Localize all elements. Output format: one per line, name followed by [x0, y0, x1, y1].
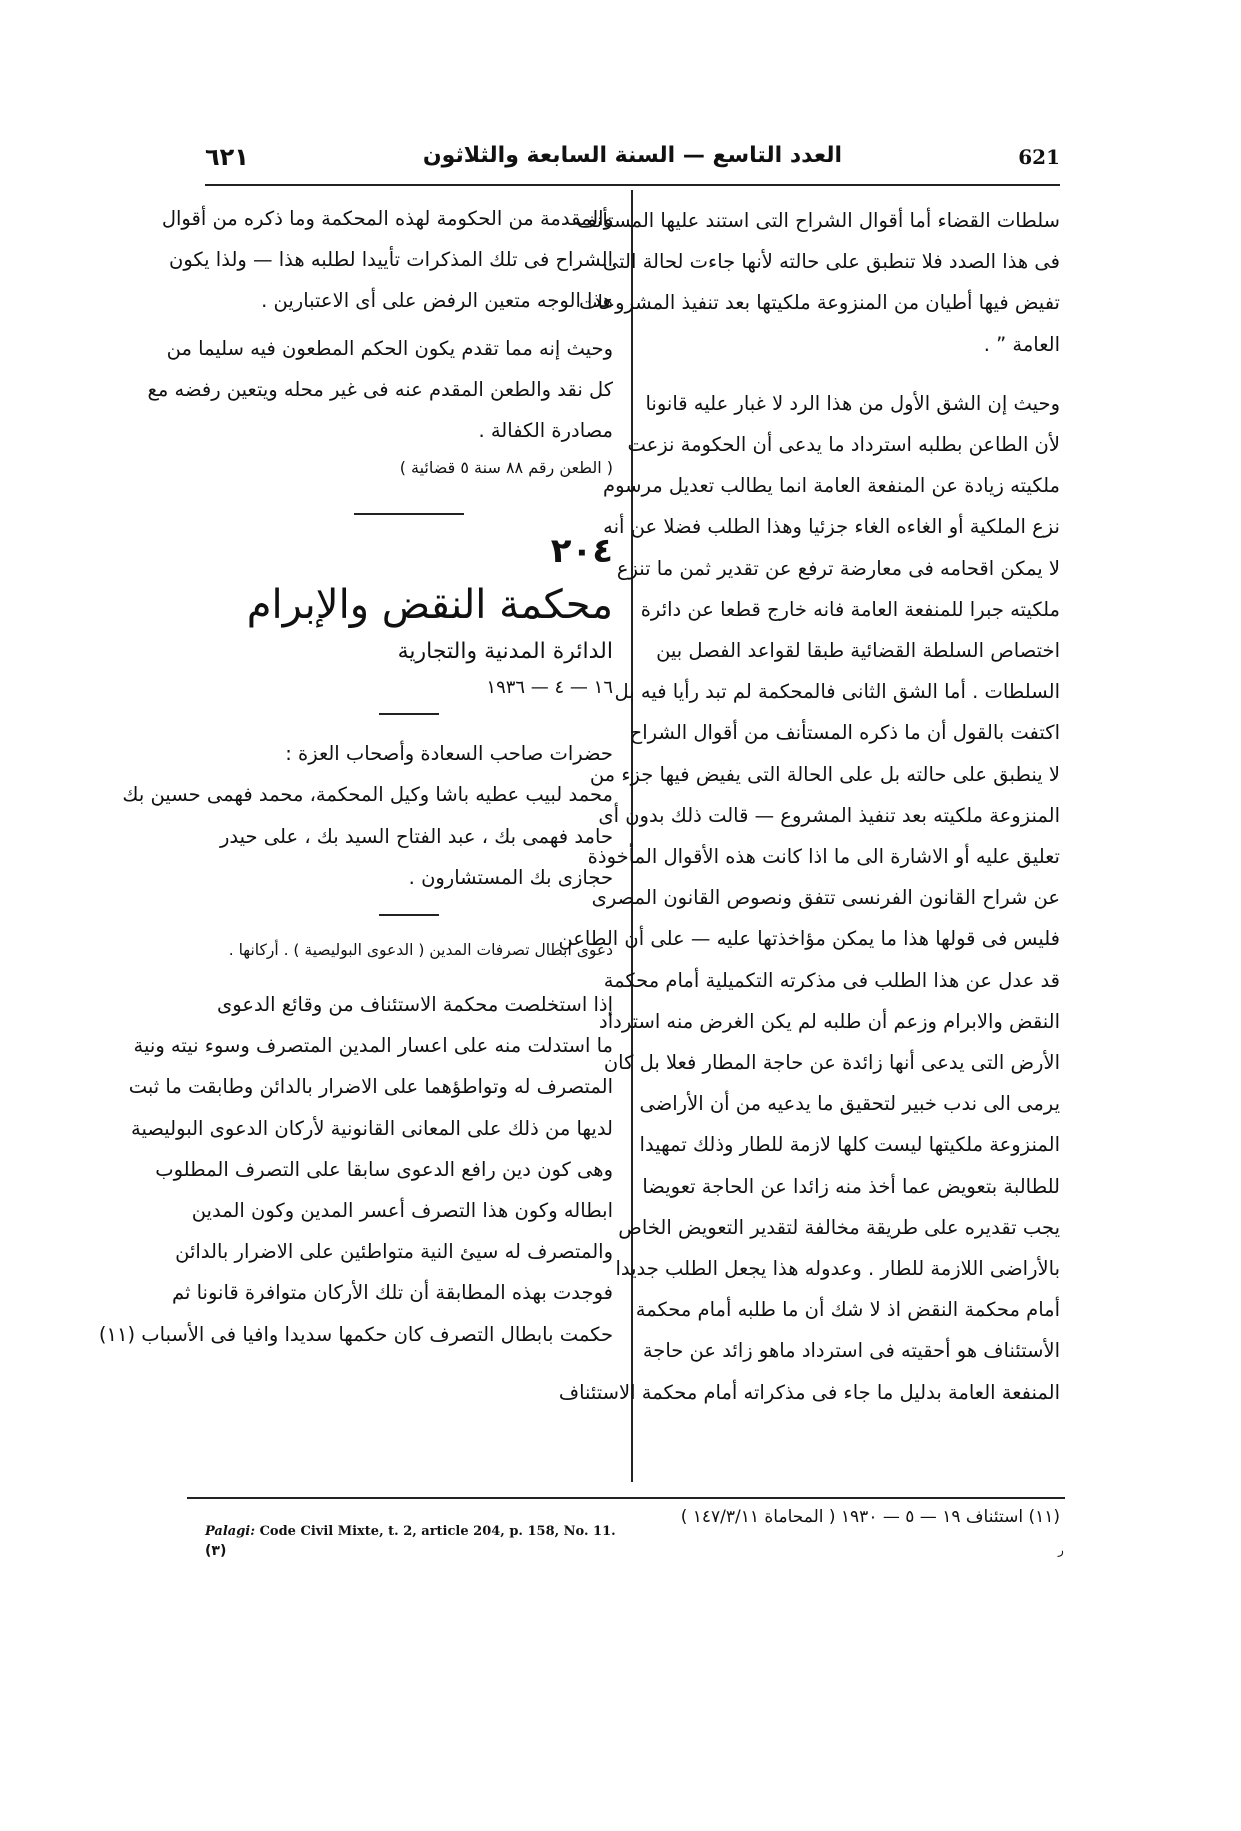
paragraph: [161, 198, 613, 322]
section-rule: [354, 513, 464, 515]
text-line: وحيث إنه مما تقدم يكون الحكم المطعون فيه سليما من: [166, 336, 613, 360]
text-line: لا ينطبق على حالته بل على الحالة التى يفيض فيها جزء من: [589, 762, 1060, 786]
text-line: ملكيته زيادة عن المنفعة العامة انما يطالب تعديل مرسوم: [603, 474, 1060, 498]
page-number-latin: 621: [1018, 145, 1060, 169]
footnote-arabic: (١١) استئناف ١٩ — ٥ — ١٩٣٠ ( المحاماة ١٤٧/٣/١١ ): [680, 1507, 1060, 1527]
margin-mark: ر: [1058, 1543, 1064, 1557]
page-number-arabic: ٦٢١: [205, 143, 249, 171]
text-line: العامة ” .: [983, 332, 1060, 356]
text-line: حكمت بابطال التصرف كان حكمها سديدا وافيا فى الأسباب (١١): [98, 1322, 613, 1346]
text-line: يرمى الى ندب خبير لتحقيق ما يدعيه من أن الأراضى: [639, 1092, 1060, 1116]
text-line: للطالبة بتعويض عما أخذ منه زائدا عن الحاجة تعويضا: [642, 1174, 1060, 1198]
text-line: فوجدت بهذه المطابقة أن تلك الأركان متوافرة قانونا ثم: [171, 1281, 613, 1305]
text-line: فى هذا الصدد فلا تنطبق على حالته لأنها جاءت لحالة التى: [602, 250, 1060, 274]
text-line: النقض والابرام وزعم أن طلبه لم يكن الغرض منه استرداد: [599, 1009, 1060, 1033]
text-line: المنزوعة ملكيتها ليست كلها لازمة للطار وذلك تمهيدا: [639, 1133, 1060, 1157]
text-line: أمام محكمة النقض اذ لا شك أن ما طلبه أمام محكمة: [635, 1298, 1060, 1322]
footnote-author: Palagi:: [205, 1524, 256, 1539]
footnote-reference: Code Civil Mixte, t. 2, article 204, p. 158, No. 11.: [259, 1524, 616, 1539]
text-line: اختصاص السلطة القضائية طبقا لقواعد الفصل بين: [656, 639, 1060, 663]
text-line: إذا استخلصت محكمة الاستئناف من وقائع الدعوى: [216, 993, 613, 1017]
text-line: المتصرف له وتواطؤهما على الاضرار بالدائن وطابقت ما ثبت: [128, 1075, 613, 1099]
text-line: الأستئناف هو أحقيته فى استرداد ماهو زائد عن حاجة: [642, 1339, 1060, 1363]
text-line: لا يمكن اقحامه فى معارضة ترفع عن تقدير ثمن ما تنزع: [616, 556, 1060, 580]
text-line: عن شراح القانون الفرنسى تتفق ونصوص القانون المصرى: [591, 886, 1060, 910]
text-line: السلطات . أما الشق الثانى فالمحكمة لم تبد رأيا فيه بل: [614, 680, 1060, 704]
text-line: كل نقد والطعن المقدم عنه فى غير محله ويتعين رفضه مع: [147, 377, 613, 401]
ruling-paragraph: [98, 984, 613, 1355]
ruling-summary: دعوى ابطال تصرفات المدين ( الدعوى البوليصية ) . أركانها .: [228, 941, 613, 960]
text-line: قد عدل عن هذا الطلب فى مذكرته التكميلية أمام محكمة: [603, 968, 1060, 992]
text-line: ملكيته جبرا للمنفعة العامة فانه خارج قطعا عن دائرة: [640, 597, 1060, 621]
text-line: بالأراضى اللازمة للطار . وعدوله هذا يجعل الطلب جديدا: [615, 1257, 1060, 1281]
text-line: ابطاله وكون هذا التصرف أعسر المدين وكون المدين: [191, 1199, 613, 1223]
left-column: [98, 198, 613, 1355]
decision-date: ١٦ — ٤ — ١٩٣٦: [486, 677, 613, 699]
panel-line: حامد فهمى بك ، عبد الفتاح السيد بك ، على حيدر: [219, 824, 613, 848]
header-rule: [205, 184, 1060, 186]
paragraph: [147, 328, 613, 452]
text-line: اكتفت بالقول أن ما ذكره المستأنف من أقوال الشراح: [629, 721, 1060, 745]
text-line: وحيث إن الشق الأول من هذا الرد لا غبار عليه قانونا: [645, 391, 1060, 415]
text-line: والمتصرف له سيئ النية متواطئين على الاضرار بالدائن: [175, 1240, 613, 1264]
case-citation: ( الطعن رقم ٨٨ سنة ٥ قضائية ): [399, 458, 613, 478]
text-line: المنزوعة ملكيته بعد تنفيذ المشروع — قالت ذلك بدون أى: [598, 803, 1060, 827]
text-line: سلطات القضاء أما أقوال الشراح التى استند عليها المستأنف: [576, 209, 1060, 232]
text-line: الشراح فى تلك المذكرات تأييدا لطلبه هذا — ولذا يكون: [169, 248, 613, 272]
text-line: تعليق عليه أو الاشارة الى ما اذا كانت هذه الأقوال المأخوذة: [587, 845, 1060, 869]
case-number: ٢٠٤: [550, 531, 613, 572]
text-line: نزع الملكية أو الغاءه الغاء جزئيا وهذا الطلب فضلا عن أنه: [603, 515, 1060, 539]
circuit-name: الدائرة المدنية والتجارية: [397, 639, 613, 665]
text-line: تفيض فيها أطيان من المنزوعة ملكيتها بعد تنفيذ المشروعات: [579, 291, 1060, 315]
panel-intro: حضرات صاحب السعادة وأصحاب العزة :: [285, 742, 613, 766]
footnote-rule: [187, 1497, 1065, 1499]
panel-line: محمد لبيب عطيه باشا وكيل المحكمة، محمد فهمى حسين بك: [122, 783, 613, 807]
text-line: المنفعة العامة بدليل ما جاء فى مذكراته أمام محكمة الاستئناف: [558, 1380, 1060, 1404]
text-line: فليس فى قولها هذا ما يمكن مؤاخذتها عليه — على أن الطاعن: [558, 927, 1060, 951]
footnote-latin: [205, 1522, 616, 1542]
running-title: العدد التاسع — السنة السابعة والثلاثون: [422, 143, 843, 168]
text-line: الأرض التى يدعى أنها زائدة عن حاجة المطار فعلا بل كان: [603, 1051, 1060, 1075]
signature-mark: (٣): [205, 1543, 227, 1559]
text-line: لأن الطاعن بطلبه استرداد ما يدعى أن الحكومة نزعت: [627, 433, 1060, 457]
text-line: هذا الوجه متعين الرفض على أى الاعتبارين .: [261, 289, 613, 313]
panel-line: حجازى بك المستشارون .: [408, 865, 613, 889]
court-name: محكمة النقض والإبرام: [246, 582, 613, 629]
paragraph: [576, 200, 1060, 365]
text-line: ما استدلت منه على اعسار المدين المتصرف وسوء نيته ونية: [133, 1034, 613, 1058]
text-line: يجب تقديره على طريقة مخالفة لتقدير التعويض الخاص: [618, 1215, 1060, 1239]
running-header: [205, 143, 1060, 173]
text-line: وهى كون دين رافع الدعوى سابقا على التصرف المطلوب: [155, 1157, 613, 1181]
text-line: مصادرة الكفالة .: [478, 419, 613, 443]
text-line: لديها من ذلك على المعانى القانونية لأركان الدعوى البوليصية: [131, 1116, 613, 1140]
text-line: والمقدمة من الحكومة لهذه المحكمة وما ذكره من أقوال: [161, 207, 613, 230]
